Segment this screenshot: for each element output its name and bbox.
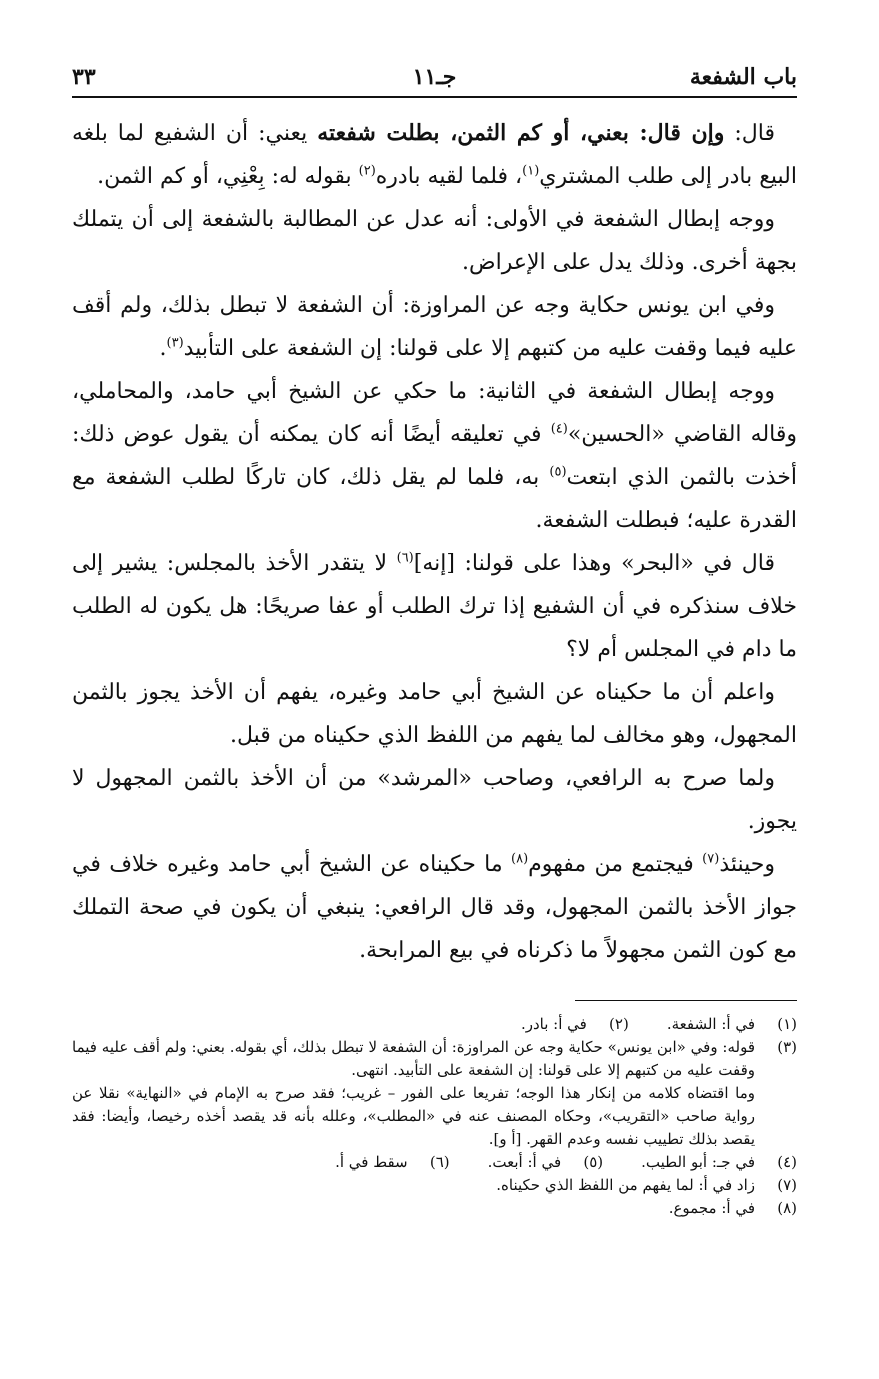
footnote-row bbox=[72, 1151, 797, 1174]
paragraph: وحينئذ$^{(٧)}$ فيجتمع من مفهوم$^{(٨)}$ ما حكيناه عن الشيخ أبي حامد وغيره خلاف في جواز الأخذ بالثمن المجهول، وقد قال الرافعي: ينبغي أن يكون في صحة التملك مع كون الثمن مجهولاً ما ذكرناه في بيع المرابحة. bbox=[72, 851, 797, 963]
footnote: (٥) في أ: أبعت. bbox=[487, 1153, 604, 1171]
footnote-ref: (٧) bbox=[702, 851, 720, 867]
footnote-row bbox=[72, 1013, 797, 1036]
footnote: (٨) في أ: مجموع. bbox=[668, 1199, 797, 1217]
book-page bbox=[72, 58, 797, 1339]
footnote-ref: (٢) bbox=[358, 163, 376, 179]
page-number: ٣٣ bbox=[72, 64, 96, 90]
paragraph: وفي ابن يونس حكاية وجه عن المراوزة: أن الشفعة لا تبطل بذلك، ولم أقف عليه فيما وقفت عليه من كتبهم إلا على قولنا: إن الشفعة على التأبيد$^{(٣)}$. bbox=[72, 293, 797, 361]
header-rule bbox=[72, 96, 797, 98]
chapter-title: باب الشفعة bbox=[689, 64, 797, 90]
footnote-ref: (١) bbox=[522, 163, 540, 179]
footnote-ref: (٨) bbox=[511, 851, 529, 867]
footnotes bbox=[72, 1013, 797, 1220]
footnote-ref: (٦) bbox=[396, 550, 414, 566]
footnote: (٧) زاد في أ: لما يفهم من اللفظ الذي حكيناه. bbox=[496, 1176, 797, 1194]
paragraph: قال: وإن قال: بعني، أو كم الثمن، بطلت شفعته يعني: أن الشفيع لما بلغه البيع بادر إلى طلب المشتري$^{(١)}$، فلما لقيه بادره$^{(٢)}$ بقوله له: بِعْنِي، أو كم الثمن. bbox=[72, 120, 797, 189]
footnote: (٤) في جـ: أبو الطيب. bbox=[641, 1153, 797, 1171]
footnote: (٢) في أ: بادر. bbox=[520, 1015, 629, 1033]
paragraph: واعلم أن ما حكيناه عن الشيخ أبي حامد وغيره، يفهم أن الأخذ يجوز بالثمن المجهول، وهو مخالف لما يفهم من اللفظ الذي حكيناه من قبل. bbox=[72, 680, 797, 748]
paragraph: ولما صرح به الرافعي، وصاحب «المرشد» من أن الأخذ بالثمن المجهول لا يجوز. bbox=[72, 766, 797, 834]
footnote: (٦) سقط في أ. bbox=[335, 1153, 450, 1171]
footnote-ref: (٥) bbox=[549, 464, 567, 480]
paragraph: ووجه إبطال الشفعة في الأولى: أنه عدل عن المطالبة بالشفعة إلى أن يتملك بجهة أخرى. وذلك يدل على الإعراض. bbox=[72, 207, 797, 275]
footnote-ref: (٣) bbox=[166, 335, 184, 351]
paragraph: قال في «البحر» وهذا على قولنا: [إنه]$^{(٦)}$ لا يتقدر الأخذ بالمجلس: يشير إلى خلاف سنذكره في أن الشفيع إذا ترك الطلب أو عفا صريحًا: هل يكون له الطلب ما دام في المجلس أم لا؟ bbox=[72, 550, 797, 662]
footnote-continuation: وما اقتضاه كلامه من إنكار هذا الوجه؛ تفريعا على الفور – غريب؛ فقد صرح به الإمام في «النهاية» نقلا عن رواية صاحب «التقريب»، وحكاه المصنف عنه في «المطلب»، وعلله بأنه قد يقصد أخذه رخيصا، وأيضا: فقد يقصد بذلك تطييب نفسه وعدم القهر. [أ و]. bbox=[72, 1084, 755, 1148]
footnote-ref: (٤) bbox=[550, 421, 568, 437]
main-text bbox=[72, 112, 797, 972]
footnote-separator bbox=[575, 1000, 797, 1001]
footnote: (٣) قوله: وفي «ابن يونس» حكاية وجه عن المراوزة: أن الشفعة لا تبطل بذلك، أي بقوله. بعني: ولم أقف عليه فيما وقفت عليه من كتبهم إلا على قولنا: إن الشفعة على التأبيد. انتهى. bbox=[72, 1038, 797, 1079]
volume-label: جـ١١ bbox=[412, 64, 457, 90]
paragraph: ووجه إبطال الشفعة في الثانية: ما حكي عن الشيخ أبي حامد، والمحاملي، وقاله القاضي «الحسين»$^{(٤)}$ في تعليقه أيضًا أنه كان يمكنه أن يقول عوض ذلك: أخذت بالثمن الذي ابتعت$^{(٥)}$ به، فلما لم يقل ذلك، كان تاركًا لطلب الشفعة مع القدرة عليه؛ فبطلت الشفعة. bbox=[72, 379, 797, 533]
footnote: (١) في أ: الشفعة. bbox=[666, 1015, 797, 1033]
page-header bbox=[72, 58, 797, 96]
